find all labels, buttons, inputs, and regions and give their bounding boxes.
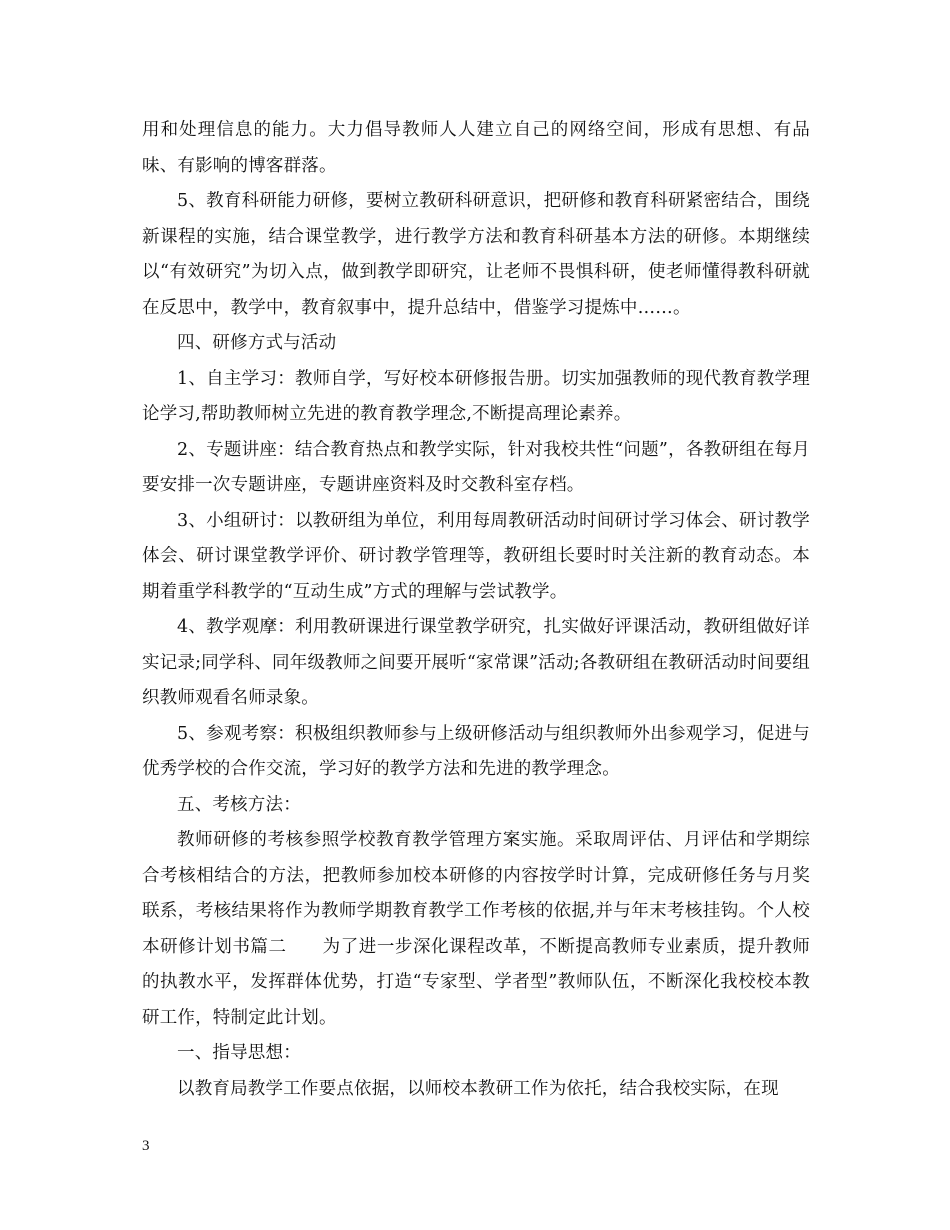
paragraph-10: 教师研修的考核参照学校教育教学管理方案实施。采取周评估、月评估和学期综合考核相结合的方法，把教师参加校本研修的内容按学时计算，完成研修任务与月奖联系，考核结果将作为教师学期教育教学工作考核的依据,并与年末考核挂钩。个人校本研修计划书篇二 为了进一步深化课程改革，不断提高教师专业素质，提升教师的执教水平，发挥群体优势，打造“专家型、学者型”教师队伍，不断深化我校校本教研工作，特制定此计划。 — [142, 830, 810, 1028]
paragraph-7: 4、教学观摩：利用教研课进行课堂教学研究，扎实做好评课活动，教研组做好详实记录;同学科、同年级教师之间要开展听“家常课”活动;各教研组在教研活动时间要组织教师观看名师录象。 — [142, 617, 810, 708]
paragraph-6: 3、小组研讨：以教研组为单位，利用每周教研活动时间研讨学习体会、研讨教学体会、研讨课堂教学评价、研讨教学管理等，教研组长要时时关注新的教育动态。本期着重学科教学的“互动生成”方式的理解与尝试教学。 — [142, 510, 810, 602]
section-heading-4: 四、研修方式与活动 — [177, 333, 337, 353]
paragraph-1: 用和处理信息的能力。大力倡导教师人人建立自己的网络空间，形成有思想、有品味、有影响的博客群落。 — [142, 120, 810, 176]
paragraph-5: 2、专题讲座：结合教育热点和教学实际，针对我校共性“问题”，各教研组在每月要安排一次专题讲座，专题讲座资料及时交教科室存档。 — [142, 439, 810, 495]
section-heading-5: 五、考核方法： — [177, 794, 301, 815]
section-heading-1: 一、指导思想： — [177, 1043, 301, 1063]
paragraph-4: 1、自主学习：教师自学，写好校本研修报告册。切实加强教师的现代教育教学理论学习,帮助教师树立先进的教育教学理念,不断提高理论素养。 — [142, 368, 810, 424]
paragraph-2: 5、教育科研能力研修，要树立教研科研意识，把研修和教育科研紧密结合，围绕新课程的实施，结合课堂教学，进行教学方法和教育科研基本方法的研修。本期继续以“有效研究”为切入点，做到教学即研究，让老师不畏惧科研，使老师懂得教科研就在反思中，教学中，教育叙事中，提升总结中，借鉴学习提炼中……。 — [142, 191, 810, 318]
document-body — [142, 113, 810, 1107]
page-number: 3 — [142, 1138, 150, 1154]
paragraph-12: 以教育局教学工作要点依据，以师校本教研工作为依托，结合我校实际，在现 — [177, 1078, 779, 1099]
paragraph-8: 5、参观考察：积极组织教师参与上级研修活动与组织教师外出参观学习，促进与优秀学校的合作交流，学习好的教学方法和先进的教学理念。 — [142, 723, 810, 779]
